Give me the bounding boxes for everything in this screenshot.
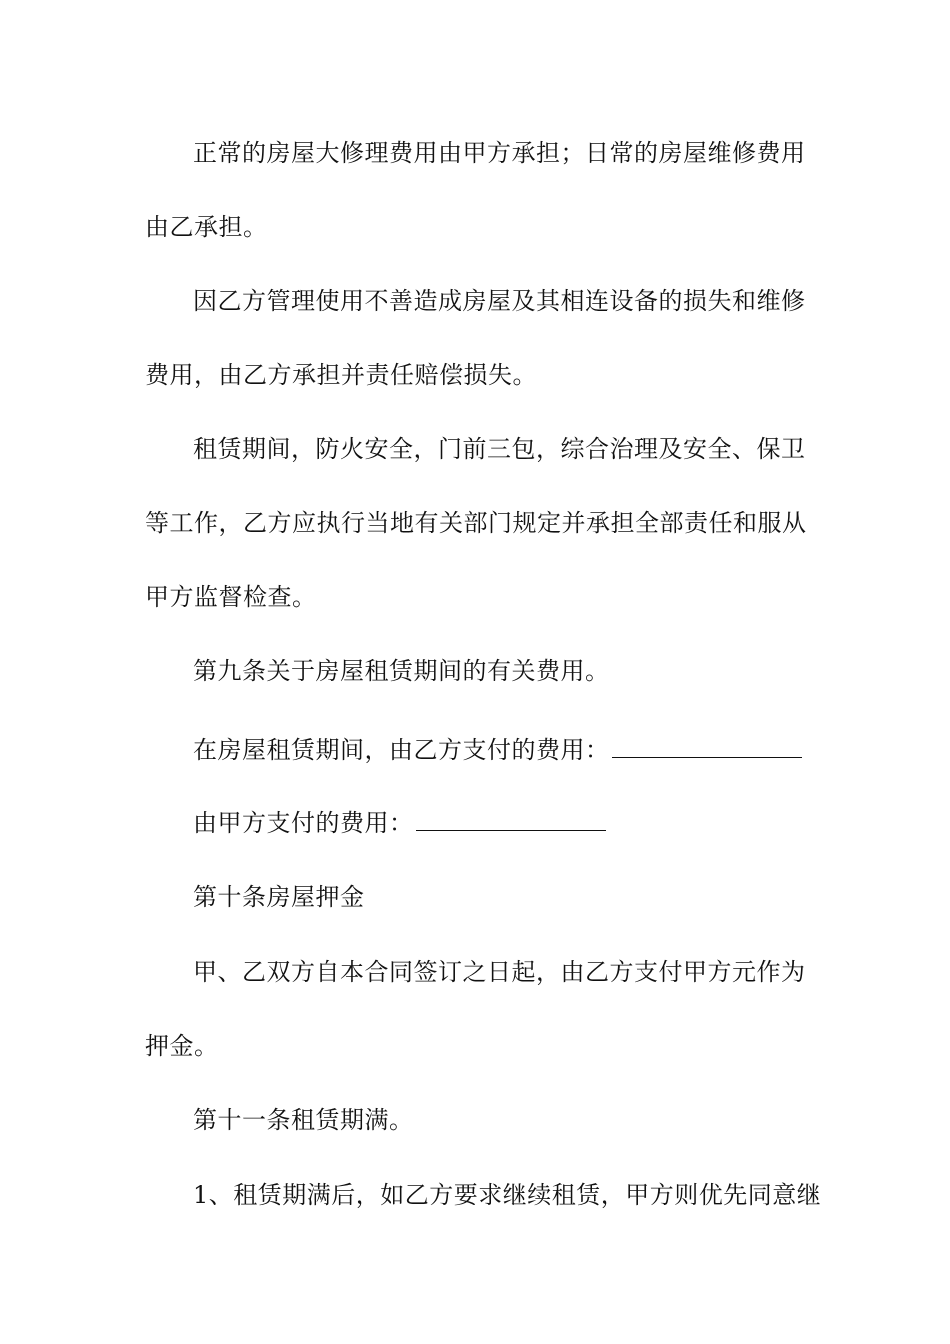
paragraph-line: 租赁期间，防火安全，门前三包，综合治理及安全、保卫 <box>193 435 806 463</box>
fill-in-blank[interactable] <box>612 756 802 758</box>
paragraph-line: 甲、乙双方自本合同签订之日起，由乙方支付甲方元作为 <box>193 958 806 986</box>
paragraph-line: 因乙方管理使用不善造成房屋及其相连设备的损失和维修 <box>193 287 806 315</box>
fee-label-tenant: 在房屋租赁期间，由乙方支付的费用： <box>193 736 610 764</box>
paragraph-line: 等工作，乙方应执行当地有关部门规定并承担全部责任和服从 <box>145 509 807 537</box>
paragraph-line: 押金。 <box>145 1032 219 1060</box>
fee-line-landlord <box>193 808 813 838</box>
article-heading-11: 第十一条租赁期满。 <box>193 1106 414 1134</box>
paragraph-line: 费用，由乙方承担并责任赔偿损失。 <box>145 361 537 389</box>
paragraph-line: 甲方监督检查。 <box>145 583 317 611</box>
paragraph-line: 由乙承担。 <box>145 213 268 241</box>
article-heading-10: 第十条房屋押金 <box>193 883 365 911</box>
paragraph-line: 1、租赁期满后，如乙方要求继续租赁，甲方则优先同意继 <box>193 1181 822 1209</box>
fee-label-landlord: 由甲方支付的费用： <box>193 809 414 837</box>
paragraph-line: 正常的房屋大修理费用由甲方承担；日常的房屋维修费用 <box>193 139 806 167</box>
article-heading-9: 第九条关于房屋租赁期间的有关费用。 <box>193 657 610 685</box>
fill-in-blank[interactable] <box>416 829 606 831</box>
fee-line-tenant <box>193 735 813 765</box>
